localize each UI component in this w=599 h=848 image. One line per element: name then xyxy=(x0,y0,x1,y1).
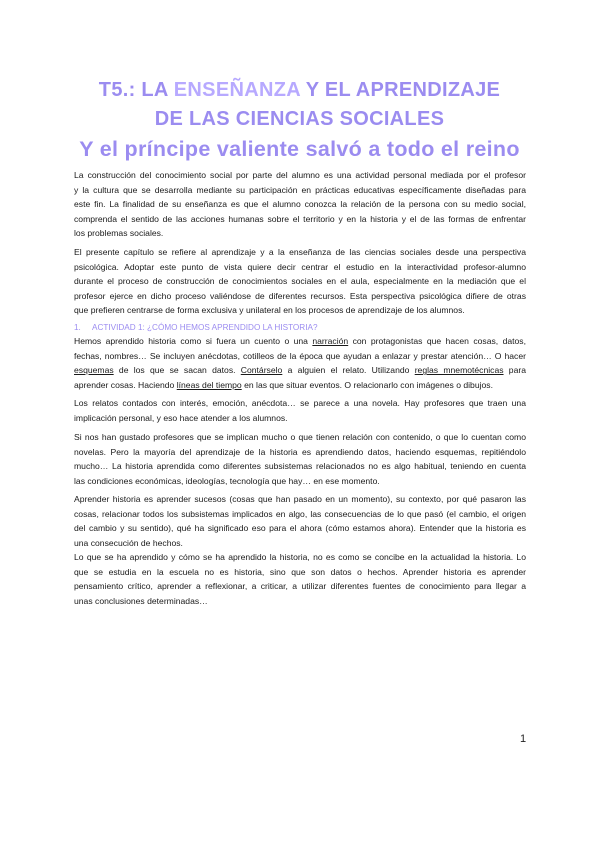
title-text: Y EL APRENDIZAJE xyxy=(300,79,501,101)
paragraph-6 xyxy=(74,492,526,550)
text-run: aprender cosas. Haciendo xyxy=(74,379,177,390)
underlined-term: líneas del tiempo xyxy=(176,379,242,390)
page-number: 1 xyxy=(520,733,527,745)
text-line: psicológica. Adoptar este punto de vista quiere decir centrar el estudio en la interactividad profesor-alumno xyxy=(74,261,526,272)
text-line: que prefieren centrarse de forma exclusiva y unilateral en los procesos de aprendizaje de los alumnos. xyxy=(74,305,465,316)
section-title: ACTIVIDAD 1: ¿CÓMO HEMOS APRENDIDO LA HISTORIA? xyxy=(92,323,318,332)
subtitle: Y el príncipe valiente salvó a todo el reino xyxy=(79,137,520,161)
text-line: El presente capítulo se refiere al aprendizaje y a la enseñanza de las ciencias sociales desde una perspectiva xyxy=(74,247,526,257)
text-line: del cambio y su sentido), qué ha significado eso para el ahora (cómo estamos ahora). Entender que la historia es xyxy=(74,523,526,534)
text-run: con protagonistas que hacen cosas, datos, xyxy=(348,336,526,346)
paragraph-2 xyxy=(74,245,526,318)
underlined-term: narración xyxy=(312,336,349,346)
text-line: unas conclusiones determinadas… xyxy=(74,595,208,606)
text-line: mucho… La historia aprendida como diferentes subsistemas relacionados no es algo habitual, teniendo en cuenta xyxy=(74,461,526,472)
text-line: implicación personal, y eso hace atender a los alumnos. xyxy=(74,412,288,423)
paragraph-3 xyxy=(74,334,526,392)
title-line-2: DE LAS CIENCIAS SOCIALES xyxy=(154,108,445,130)
paragraph-1 xyxy=(74,168,526,241)
text-line: los problemas sociales. xyxy=(74,228,164,239)
text-line: comprenda el sentido de las acciones humanas sobre el territorio y en la historia y el de las formas de enfrentar xyxy=(74,213,526,224)
text-line: que se estudia en la escuela no es historia, sino que son datos o hechos. Aprender historia es aprender xyxy=(74,566,526,577)
title-emphasis: ENSEÑANZA xyxy=(173,79,301,101)
text-line: pensamiento crítico, aprender a reflexionar, a criticar, a utilizar diferentes fuentes de conocimiento para llegar a xyxy=(74,581,526,592)
paragraph-5 xyxy=(74,430,526,488)
text-run: para xyxy=(503,365,527,376)
text-line: Los relatos contados con interés, emoción, anécdota… se parece a una novela. Hay profesores que traen una xyxy=(74,398,526,408)
text-line: una consecución de hechos. xyxy=(74,537,183,548)
section-heading xyxy=(74,322,318,334)
underlined-term: reglas mnemotécnicas xyxy=(414,365,504,376)
text-line: Lo que se ha aprendido y cómo se ha aprendido la historia, no es como se concibe en la actualidad la historia. Lo xyxy=(74,552,526,562)
text-line: y la cultura que se desarrolla mediante su participación en prácticas educativas específicamente diseñadas para xyxy=(74,184,526,195)
title-text: T5.: LA xyxy=(98,79,174,101)
text-line: Aprender historia es aprender sucesos (cosas que han pasado en un momento), su contexto, por qué pasaron las xyxy=(74,494,526,504)
text-line xyxy=(74,378,526,393)
text-line: cosas, relacionar todos los subsistemas implicados en algo, las consecuencias de lo que pasó (el cambio, el origen xyxy=(74,508,526,519)
text-run: Hemos aprendido historia como si fuera un cuento o una xyxy=(74,336,313,346)
text-line: durante el proceso de construcción de conocimientos sociales en el aula, especialmente en la mediación que el xyxy=(74,276,526,287)
text-line: este fin. La finalidad de su enseñanza es que el alumno conozca la relación de la persona con su medio social, xyxy=(74,199,526,210)
underlined-term: Contárselo xyxy=(240,365,283,376)
paragraph-4 xyxy=(74,396,526,425)
text-line: novelas. Pero la mayoría del aprendizaje de la historia es aprendiendo datos, haciendo esquemas, repitiéndolo xyxy=(74,446,526,457)
text-run: en las que situar eventos. O relacionarlo con imágenes o dibujos. xyxy=(241,379,493,390)
text-line: profesor ejerce en dicho proceso valiéndose de diferentes recursos. Esta perspectiva psicológica difiere de otras xyxy=(74,290,526,301)
text-line xyxy=(74,363,526,378)
text-line xyxy=(74,334,526,349)
section-number: 1. xyxy=(74,323,81,332)
underlined-term: esquemas xyxy=(74,365,114,376)
text-run: de los que se sacan datos. xyxy=(113,365,241,376)
paragraph-7 xyxy=(74,550,526,608)
text-line: fechas, nombres… Se incluyen anécdotas, cotilleos de la época que ayudan a enlazar y prestar atención… O hacer xyxy=(74,350,526,361)
title-line-1 xyxy=(40,78,559,102)
text-run: a alguien el relato. Utilizando xyxy=(282,365,415,376)
text-line: Si nos han gustado profesores que se implican mucho o que tienen relación con contenido, o que lo cuentan como xyxy=(74,432,526,442)
text-line: La construcción del conocimiento social por parte del alumno es una actividad personal mediada por el profesor xyxy=(74,170,526,180)
text-line: las condiciones económicas, ideologías, tecnología que hay… en ese momento. xyxy=(74,475,380,486)
